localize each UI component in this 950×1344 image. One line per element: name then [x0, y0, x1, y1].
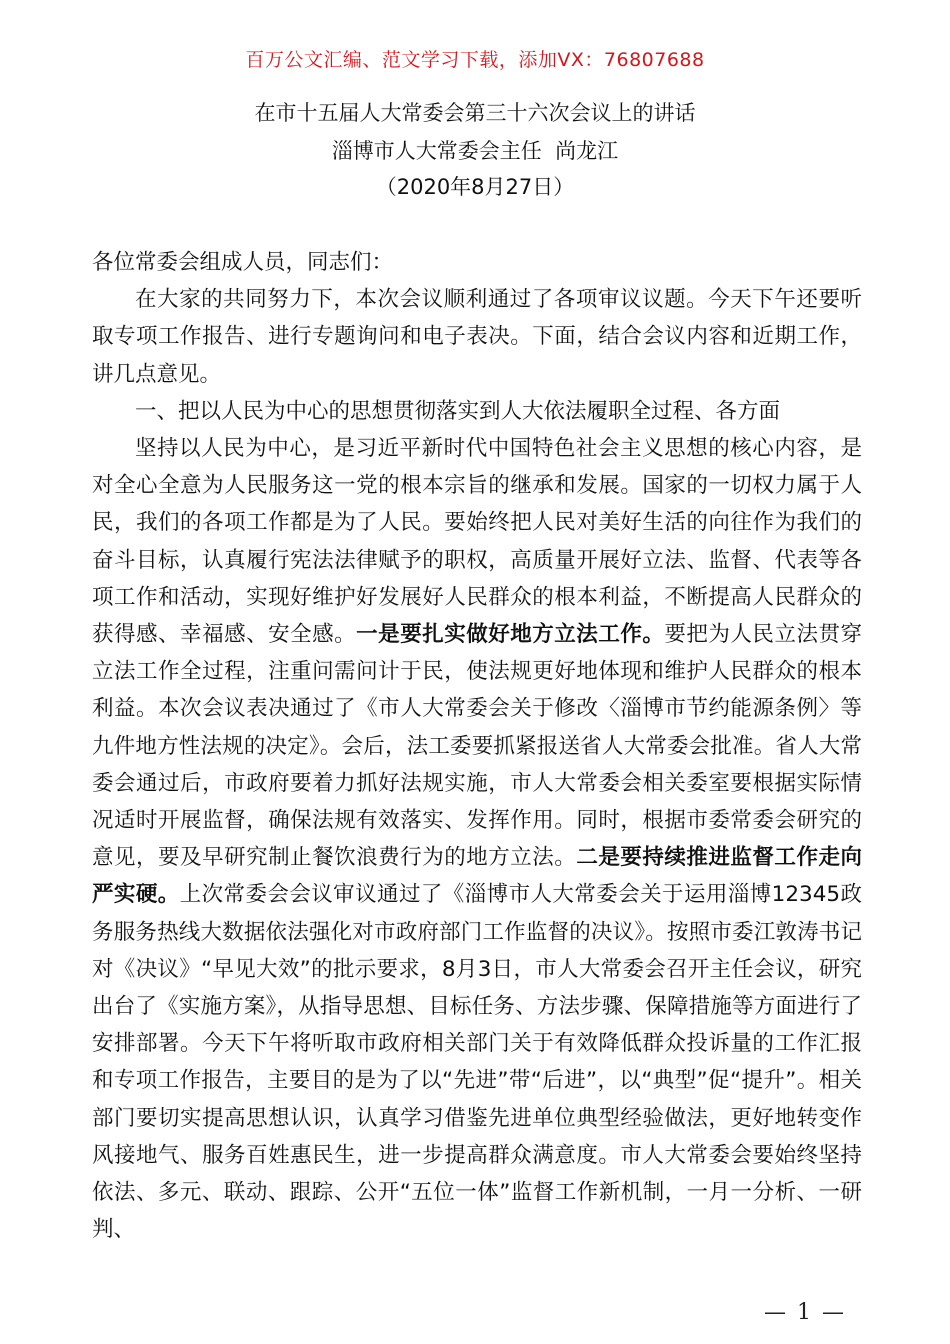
paragraph-section-1	[92, 430, 862, 1248]
watermark-banner: 百万公文汇编、范文学习下载，添加VX：76807688	[245, 49, 705, 71]
bold-point-2: 二是要持续推进监督工作走向严实硬。	[92, 845, 862, 908]
paragraph-text: 上次常委会会议审议通过了《淄博市人大常委会关于运用淄博12345政务服务热线大数据依法强化对市政府部门工作监督的决议》。按照市委江敦涛书记对《决议》“早见大效”的批示要求，8月3日，市人大常委会召开主任会议，研究出台了《实施方案》，从指导思想、目标任务、方法步骤、保障措施等方面进行了安排部署。今天下午将听取市政府相关部门关于有效降低群众投诉量的工作汇报和专项工作报告，主要目的是为了以“先进”带“后进”，以“典型”促“提升”。相关部门要切实提高思想认识，认真学习借鉴先进单位典型经验做法，更好地转变作风接地气、服务百姓惠民生，进一步提高群众满意度。市人大常委会要始终坚持依法、多元、联动、跟踪、公开“五位一体”监督工作新机制，一月一分析、一研判、	[92, 882, 862, 1243]
paragraph-intro: 在大家的共同努力下，本次会议顺利通过了各项审议议题。今天下午还要听取专项工作报告、进行专题询问和电子表决。下面，结合会议内容和近期工作，讲几点意见。	[92, 287, 862, 387]
speech-date: （2020年8月27日）	[375, 175, 575, 199]
speech-title: 在市十五届人大常委会第三十六次会议上的讲话	[254, 101, 696, 125]
speech-body	[92, 244, 862, 1248]
paragraph-text: 要把为人民立法贯穿立法工作全过程，注重问需问计于民，使法规更好地体现和维护人民群众的根本利益。本次会议表决通过了《市人大常委会关于修改〈淄博市节约能源条例〉等九件地方性法规的决定》。会后，法工委要抓紧报送省人大常委会批准。省人大常委会通过后，市政府要着力抓好法规实施，市人大常委会相关委室要根据实际情况适时开展监督，确保法规有效落实、发挥作用。同时，根据市委常委会研究的意见，要及早研究制止餐饮浪费行为的地方立法。	[92, 622, 862, 871]
page-number: — 1 —	[764, 1300, 846, 1325]
salutation: 各位常委会组成人员，同志们：	[92, 250, 394, 275]
speaker-line: 淄博市人大常委会主任 尚龙江	[331, 139, 619, 163]
paragraph-text: 坚持以人民为中心，是习近平新时代中国特色社会主义思想的核心内容，是对全心全意为人民服务这一党的根本宗旨的继承和发展。国家的一切权力属于人民，我们的各项工作都是为了人民。要始终把人民对美好生活的向往作为我们的奋斗目标，认真履行宪法法律赋予的职权，高质量开展好立法、监督、代表等各项工作和活动，实现好维护好发展好人民群众的根本利益，不断提高人民群众的获得感、幸福感、安全感。	[92, 436, 862, 648]
section-heading-1: 一、把以人民为中心的思想贯彻落实到人大依法履职全过程、各方面	[135, 398, 781, 424]
bold-point-1: 一是要扎实做好地方立法工作。	[356, 622, 665, 648]
